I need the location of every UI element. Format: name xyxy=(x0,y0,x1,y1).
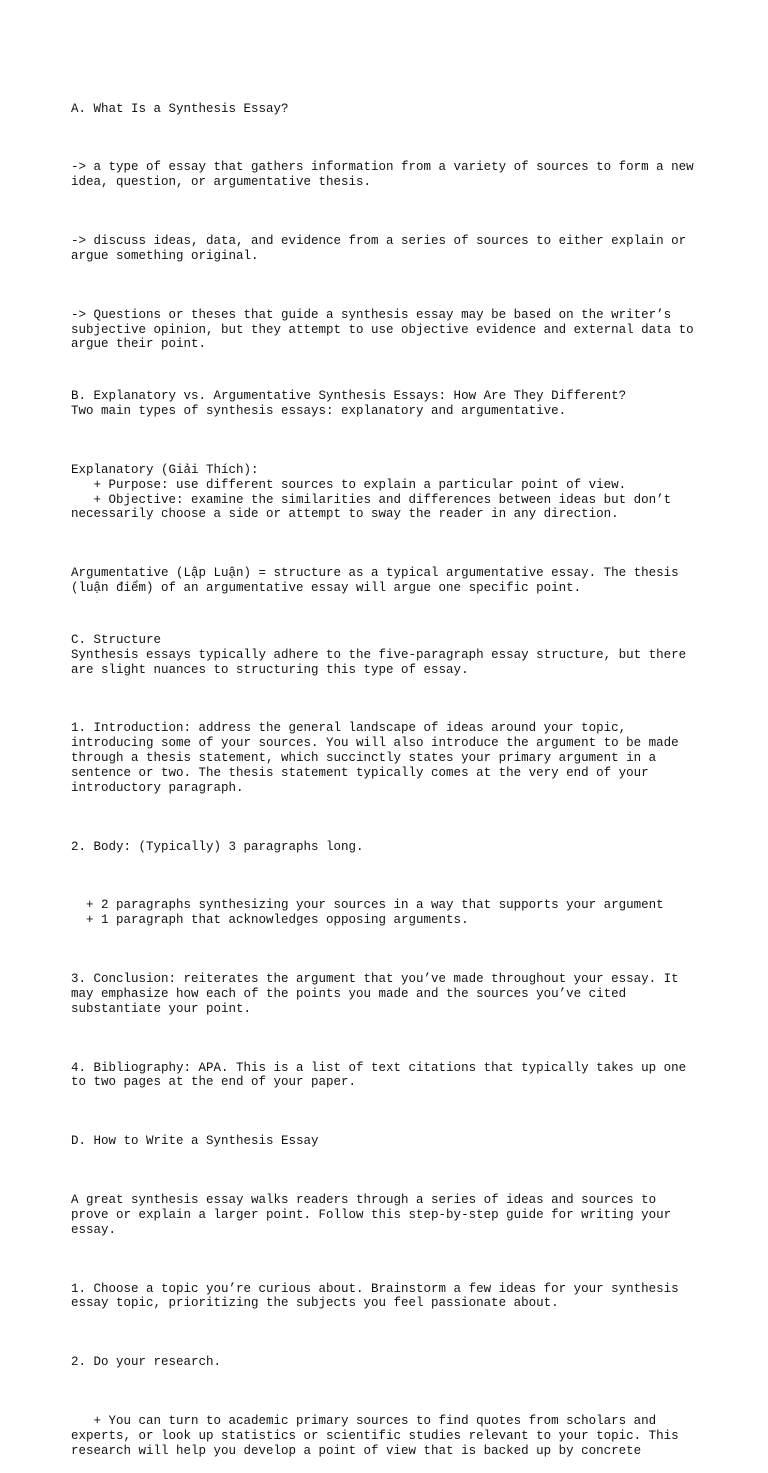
list-item-body: 2. Body: (Typically) 3 paragraphs long. xyxy=(71,839,364,854)
list-item-choose-topic: 1. Choose a topic you’re curious about. Brainstorm a few ideas for your synthesis essay topic, prioritizing the subjects you feel passionate about. xyxy=(71,1281,679,1311)
list-item-conclusion: 3. Conclusion: reiterates the argument that you’ve made throughout your essay. It may emphasize how each of the points you made and the sources you’ve cited substantiate your point. xyxy=(71,972,679,1016)
section-heading-what-is: A. What Is a Synthesis Essay? xyxy=(71,101,289,116)
paragraph: -> a type of essay that gathers information from a variety of sources to form a new idea, question, or argumentative thesis. xyxy=(71,160,694,190)
paragraph: A great synthesis essay walks readers through a series of ideas and sources to prove or explain a larger point. Follow this step-by-step guide for writing your essay. xyxy=(71,1193,672,1237)
paragraph: -> discuss ideas, data, and evidence from a series of sources to either explain or argue something original. xyxy=(71,234,687,263)
section-heading-types: B. Explanatory vs. Argumentative Synthesis Essays: How Are They Different? Two main types of synthesis essays: explanatory and argumentative. xyxy=(71,389,627,419)
list-item-research: 2. Do your research. xyxy=(71,1355,222,1370)
document-page xyxy=(71,72,711,1473)
section-heading-structure: C. Structure Synthesis essays typically adhere to the five-paragraph essay structure, but there are slight nuances to structuring this type of essay. xyxy=(71,633,687,677)
list-item-introduction: 1. Introduction: address the general landscape of ideas around your topic, introducing some of your sources. You will also introduce the argument to be made through a thesis statement, which succinctly states your primary argument in a sentence or two. The thesis statement typically comes at the very end of your introductory paragraph. xyxy=(71,721,679,795)
list-item-bibliography: 4. Bibliography: APA. This is a list of text citations that typically takes up one to two pages at the end of your paper. xyxy=(71,1060,687,1090)
paragraph-explanatory: Explanatory (Giải Thích): + Purpose: use different sources to explain a particular point of view. + Objective: examine the similarities and differences between ideas but don’t necessarily choose a side or attempt to sway the reader in any direction. xyxy=(71,463,672,522)
paragraph: -> Questions or theses that guide a synthesis essay may be based on the writer’s subjective opinion, but they attempt to use objective evidence and external data to argue their point. xyxy=(71,307,694,352)
sub-list: + 2 paragraphs synthesizing your sources in a way that supports your argument + 1 paragraph that acknowledges opposing arguments. xyxy=(86,898,664,928)
sub-list-research: + You can turn to academic primary sources to find quotes from scholars and experts, or look up statistics or scientific studies relevant to your topic. This research will help you develop a point of view that is backed up by concrete xyxy=(71,1414,679,1458)
paragraph-argumentative: Argumentative (Lập Luận) = structure as a typical argumentative essay. The thesis (luận điểm) of an argumentative essay will argue one specific point. xyxy=(71,566,679,596)
section-heading-how-to-write: D. How to Write a Synthesis Essay xyxy=(71,1134,319,1149)
